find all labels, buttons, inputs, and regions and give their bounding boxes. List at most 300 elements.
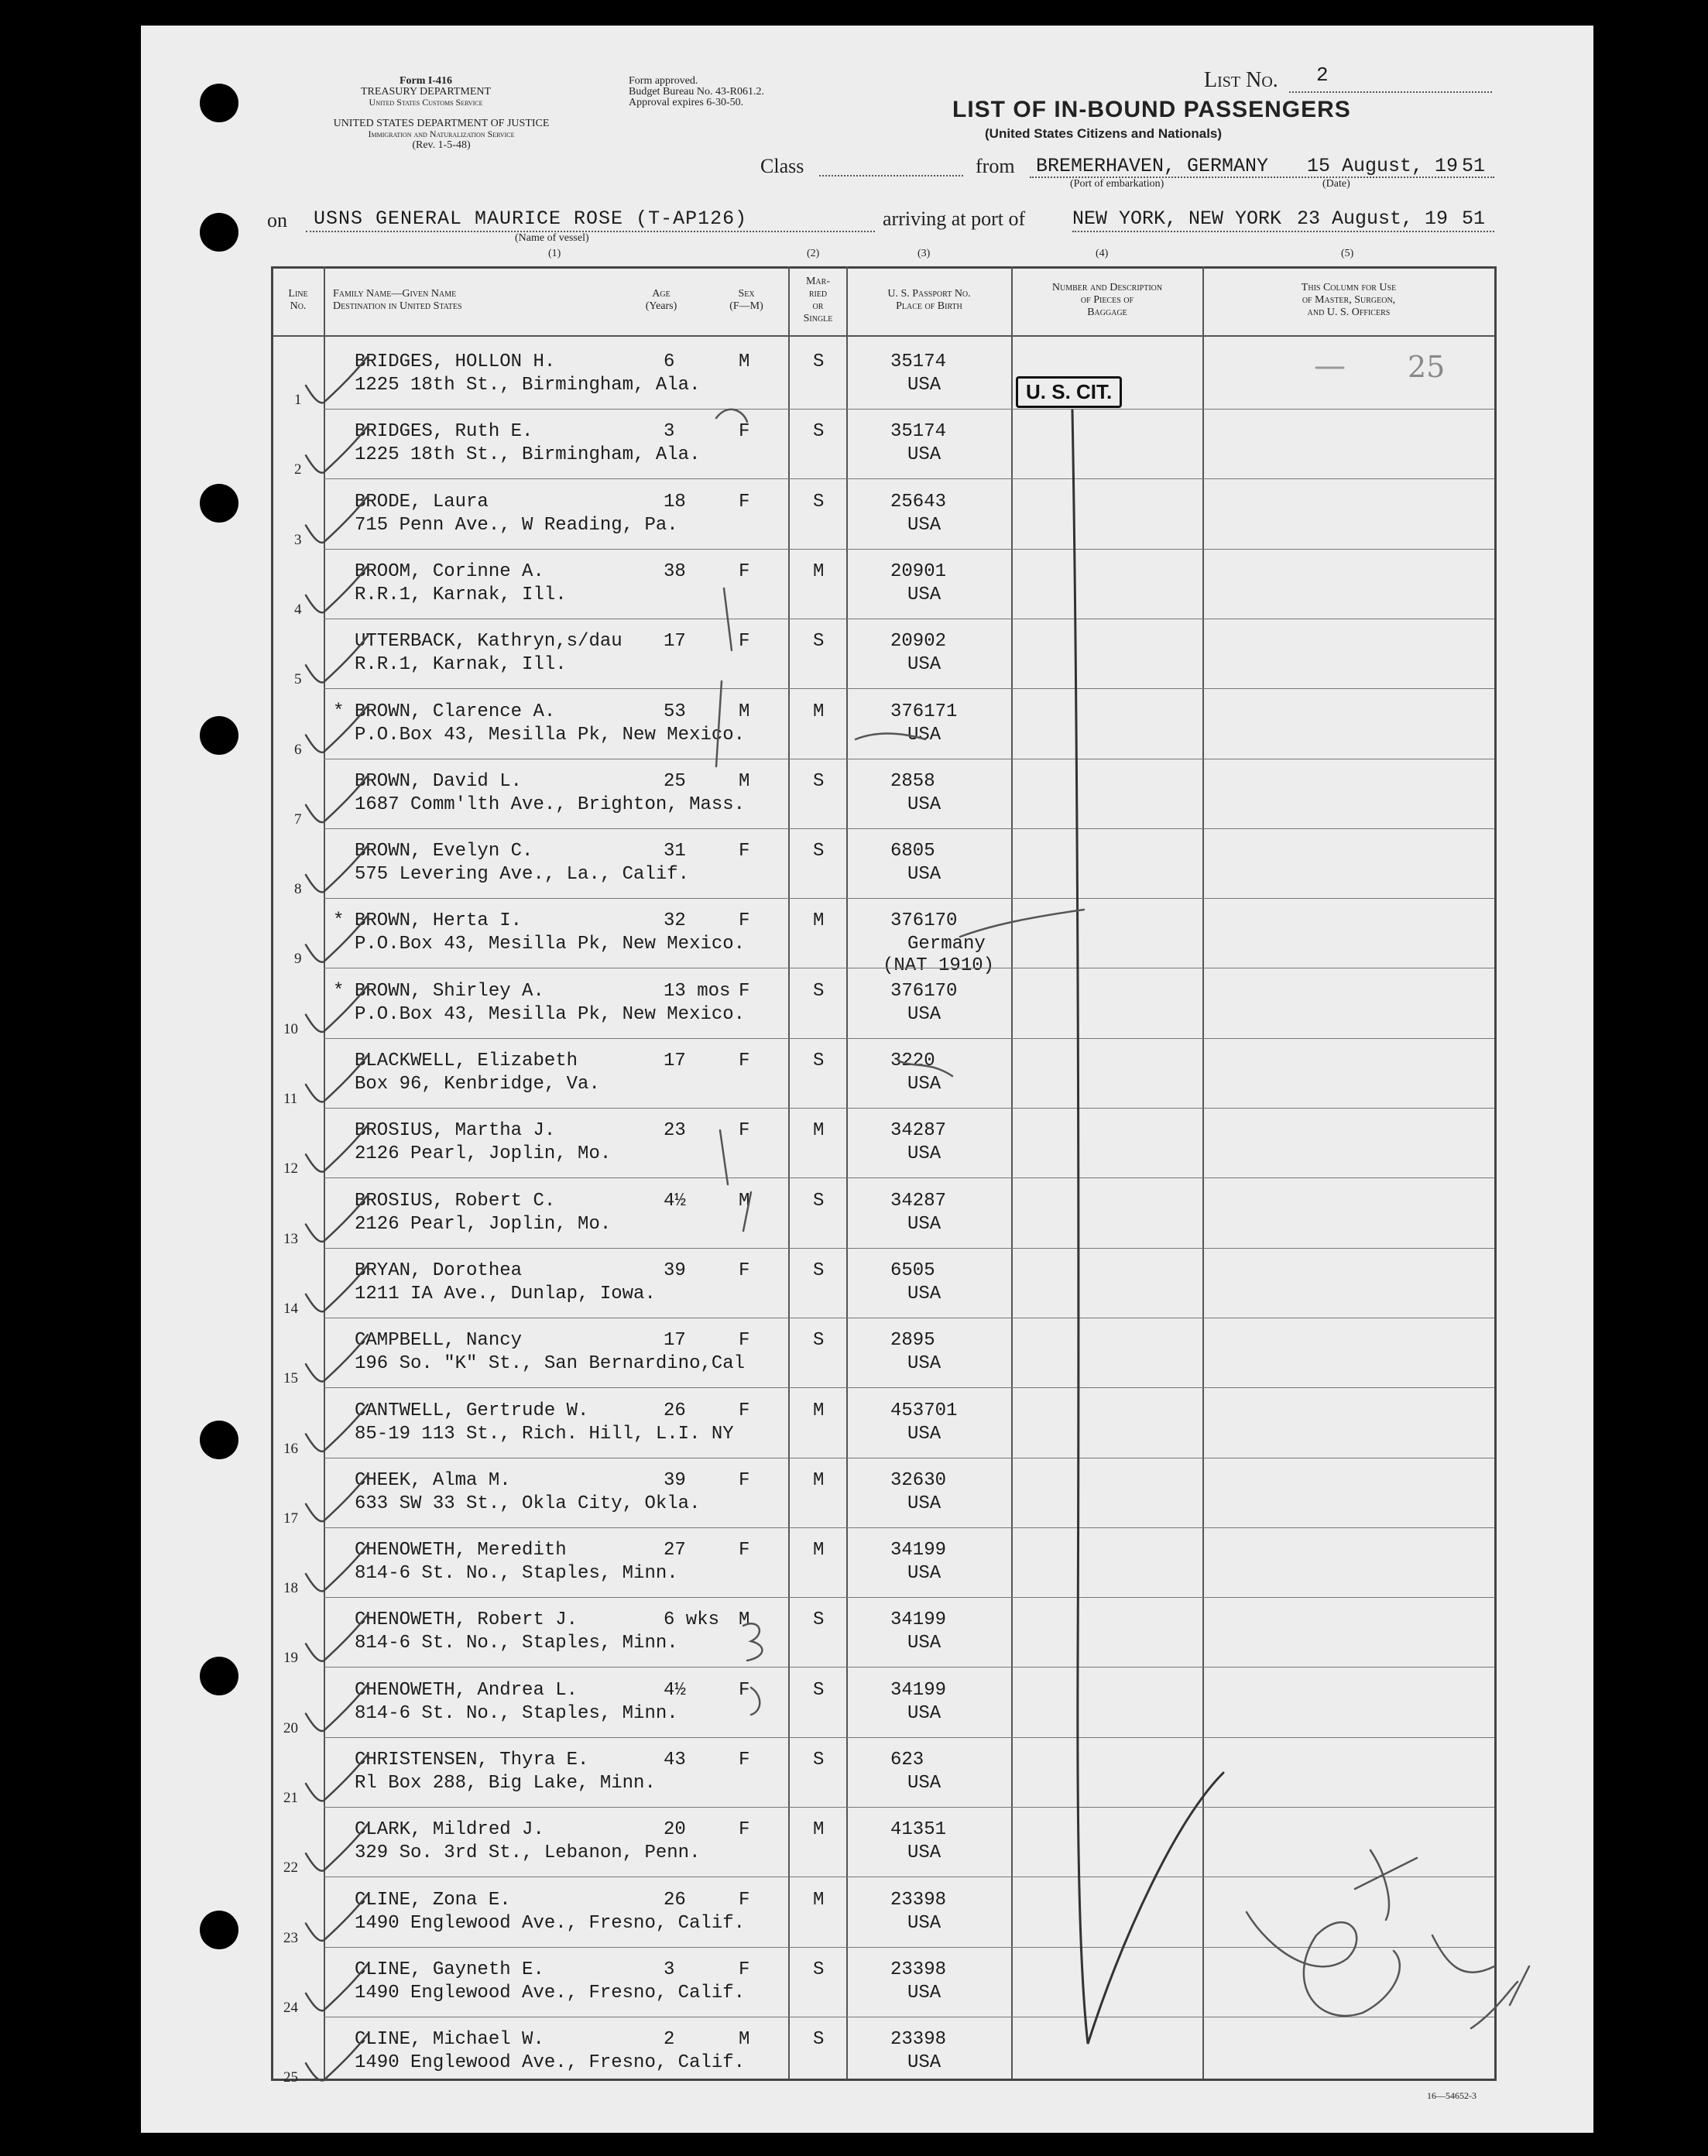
- header-married-1: Mar-: [805, 276, 830, 287]
- class-label: Class: [760, 155, 804, 177]
- form-number: Form I-416: [399, 75, 453, 87]
- passport-number: 6505: [890, 1260, 935, 1281]
- budget-bureau: Budget Bureau No. 43-R061.2.: [629, 86, 764, 98]
- header-married-2: ried: [808, 288, 828, 300]
- passenger-marital: S: [813, 1750, 825, 1770]
- table-row: [0, 1390, 1708, 1459]
- passport-number: 34199: [890, 1679, 947, 1701]
- passenger-address: 814-6 St. No., Staples, Minn.: [355, 1633, 678, 1654]
- line-number: 15: [283, 1370, 298, 1387]
- passenger-marital: M: [813, 1819, 825, 1841]
- table-row: [0, 620, 1708, 690]
- header-officers-1: This Column for Use: [1301, 282, 1397, 293]
- line-number: 7: [294, 811, 302, 828]
- passenger-age: 20: [664, 1819, 686, 1841]
- passenger-sex: F: [739, 560, 750, 582]
- line-number: 6: [294, 741, 302, 758]
- ins-service: Immigration and Naturalization Service: [368, 129, 515, 139]
- passenger-address: 1490 Englewood Ave., Fresno, Calif.: [355, 1982, 746, 2003]
- passenger-marital: S: [813, 770, 825, 792]
- passenger-marital: S: [813, 841, 825, 862]
- row-divider: [324, 1807, 1494, 1808]
- row-divider: [324, 1527, 1494, 1528]
- passenger-marital: S: [813, 1679, 825, 1701]
- passenger-sex: M: [739, 1190, 750, 1212]
- form-subtitle: (United States Citizens and Nationals): [985, 126, 1223, 141]
- birthplace: USA: [907, 1213, 941, 1235]
- list-no-line: [1289, 91, 1492, 93]
- vessel-name: USNS GENERAL MAURICE ROSE (T-AP126): [314, 207, 748, 230]
- passenger-marital: S: [813, 351, 825, 372]
- passenger-marital: M: [813, 560, 825, 582]
- passport-number: 23398: [890, 2029, 947, 2051]
- passenger-sex: M: [739, 351, 750, 372]
- line-number: 21: [283, 1790, 298, 1806]
- line-number: 10: [283, 1020, 298, 1037]
- birthplace: USA: [907, 1702, 941, 1724]
- table-row: [0, 1459, 1708, 1529]
- birthplace: USA: [907, 1912, 941, 1934]
- table-row: [0, 1040, 1708, 1109]
- passenger-name: BROWN, David L.: [355, 770, 523, 792]
- passport-number: 41351: [890, 1819, 947, 1841]
- passenger-address: 1225 18th St., Birmingham, Ala.: [355, 375, 701, 396]
- passenger-age: 18: [664, 491, 686, 512]
- passenger-marital: S: [813, 1051, 825, 1071]
- row-divider: [324, 478, 1494, 479]
- table-row: [0, 2018, 1708, 2088]
- line-number: 13: [283, 1230, 298, 1247]
- passport-number: 20901: [890, 560, 947, 582]
- passenger-address: 715 Penn Ave., W Reading, Pa.: [355, 514, 678, 536]
- line-number: 5: [294, 671, 302, 688]
- table-row: [0, 341, 1708, 410]
- row-divider: [324, 1597, 1494, 1598]
- birthplace: USA: [907, 2052, 941, 2074]
- row-divider: [324, 1108, 1494, 1109]
- port-of-embarkation: BREMERHAVEN, GERMANY: [1036, 155, 1269, 177]
- row-divider: [324, 688, 1494, 689]
- table-row: [0, 1249, 1708, 1319]
- table-row: [0, 1109, 1708, 1179]
- passenger-sex: F: [739, 910, 750, 932]
- row-divider: [324, 409, 1494, 410]
- passenger-name: BROOM, Corinne A.: [355, 560, 544, 582]
- passenger-address: 1211 IA Ave., Dunlap, Iowa.: [355, 1283, 656, 1304]
- passport-number: 35174: [890, 351, 947, 372]
- passport-number: 453701: [890, 1400, 958, 1421]
- passenger-marital: M: [813, 701, 825, 722]
- line-number: 24: [283, 1999, 298, 2016]
- passport-number: 25643: [890, 491, 947, 512]
- passenger-address: 85-19 113 St., Rich. Hill, L.I. NY: [355, 1423, 734, 1445]
- on-label: on: [267, 209, 287, 231]
- passenger-sex: F: [739, 421, 750, 443]
- table-row: [0, 410, 1708, 480]
- row-star: *: [333, 980, 345, 1002]
- table-row: [0, 1529, 1708, 1599]
- passenger-marital: S: [813, 1190, 825, 1212]
- line-number: 20: [283, 1719, 298, 1736]
- passenger-marital: M: [813, 1540, 825, 1561]
- header-sex: Sex: [738, 288, 755, 300]
- passenger-age: 26: [664, 1889, 686, 1911]
- list-no-value: 2: [1316, 63, 1329, 87]
- passenger-marital: S: [813, 1260, 825, 1281]
- line-number: 18: [283, 1580, 298, 1597]
- birthplace: USA: [907, 654, 941, 676]
- arriving-label: arriving at port of: [883, 207, 1026, 230]
- row-divider: [324, 1177, 1494, 1178]
- passenger-sex: F: [739, 1679, 750, 1701]
- row-divider: [324, 1387, 1494, 1388]
- passport-number: 376171: [890, 701, 958, 722]
- line-number: 23: [283, 1929, 298, 1946]
- header-age: Age: [652, 288, 671, 300]
- line-number: 3: [294, 531, 302, 548]
- passenger-age: 4½: [664, 1190, 686, 1212]
- arrival-port: NEW YORK, NEW YORK: [1072, 207, 1282, 230]
- passenger-sex: F: [739, 1469, 750, 1491]
- passenger-sex: M: [739, 1609, 750, 1631]
- passenger-address: 1687 Comm'lth Ave., Brighton, Mass.: [355, 794, 746, 815]
- passenger-address: 814-6 St. No., Staples, Minn.: [355, 1563, 678, 1585]
- punch-hole: [200, 213, 238, 252]
- passport-number: 623: [890, 1750, 924, 1770]
- passenger-name: UTTERBACK, Kathryn,s/dau: [355, 631, 622, 653]
- row-star: *: [333, 701, 345, 722]
- table-row: [0, 1669, 1708, 1739]
- passenger-sex: F: [739, 1819, 750, 1841]
- birthplace: USA: [907, 1353, 941, 1375]
- passenger-address: Rl Box 288, Big Lake, Minn.: [355, 1773, 656, 1794]
- us-citizen-stamp: U. S. CIT.: [1016, 376, 1122, 408]
- passenger-age: 39: [664, 1469, 686, 1491]
- passenger-marital: M: [813, 1400, 825, 1421]
- passenger-sex: F: [739, 1889, 750, 1911]
- line-number: 1: [294, 392, 302, 408]
- passport-number: 34287: [890, 1120, 947, 1142]
- line-number: 17: [283, 1510, 298, 1527]
- header-baggage-1: Number and Description: [1051, 282, 1163, 293]
- passport-number: 34199: [890, 1609, 947, 1631]
- punch-hole: [200, 84, 238, 122]
- line-number: 2: [294, 461, 302, 478]
- passenger-address: 2126 Pearl, Joplin, Mo.: [355, 1143, 612, 1165]
- naturalization-note: (NAT 1910): [883, 955, 995, 977]
- header-married-3: or: [812, 300, 824, 312]
- passenger-marital: S: [813, 421, 825, 443]
- table-row: [0, 970, 1708, 1040]
- line-number: 12: [283, 1160, 298, 1177]
- header-baggage-3: Baggage: [1087, 307, 1127, 318]
- passenger-address: P.O.Box 43, Mesilla Pk, New Mexico.: [355, 934, 746, 955]
- passenger-name: CHENOWETH, Meredith: [355, 1540, 567, 1561]
- table-row: [0, 1319, 1708, 1389]
- header-destination: Destination in United States: [333, 300, 462, 312]
- form-approved: Form approved.: [629, 75, 698, 87]
- passport-number: 20902: [890, 631, 947, 653]
- passenger-name: BRYAN, Dorothea: [355, 1260, 523, 1281]
- passport-number: 34287: [890, 1190, 947, 1212]
- passenger-marital: M: [813, 1120, 825, 1142]
- passenger-name: CLINE, Zona E.: [355, 1889, 511, 1911]
- passenger-name: CLINE, Michael W.: [355, 2029, 544, 2051]
- birthplace: USA: [907, 1563, 941, 1585]
- line-number: 14: [283, 1300, 298, 1317]
- birthplace: USA: [907, 1842, 941, 1864]
- passenger-age: 43: [664, 1750, 686, 1770]
- passenger-age: 13 mos: [664, 980, 731, 1002]
- passenger-marital: S: [813, 631, 825, 653]
- officer-count-note: 25: [1408, 350, 1446, 384]
- passenger-address: P.O.Box 43, Mesilla Pk, New Mexico.: [355, 724, 746, 746]
- passenger-age: 38: [664, 560, 686, 582]
- row-divider: [324, 1667, 1494, 1668]
- row-divider: [324, 828, 1494, 829]
- passenger-sex: F: [739, 1051, 750, 1071]
- passenger-name: CANTWELL, Gertrude W.: [355, 1400, 589, 1421]
- arrival-date: 23 August, 19: [1297, 207, 1449, 230]
- passenger-marital: S: [813, 980, 825, 1002]
- passport-number: 23398: [890, 1959, 947, 1980]
- passenger-name: CHENOWETH, Robert J.: [355, 1609, 578, 1631]
- passport-number: 32630: [890, 1469, 947, 1491]
- passport-number: 376170: [890, 980, 958, 1002]
- revision: (Rev. 1-5-48): [412, 139, 471, 151]
- table-row: [0, 1180, 1708, 1249]
- line-number: 4: [294, 601, 302, 618]
- header-passport: U. S. Passport No.: [887, 288, 971, 300]
- row-divider: [324, 1737, 1494, 1738]
- passenger-age: 3: [664, 421, 675, 443]
- passport-number: 35174: [890, 421, 947, 443]
- passenger-age: 26: [664, 1400, 686, 1421]
- birthplace: USA: [907, 1423, 941, 1445]
- passenger-name: CAMPBELL, Nancy: [355, 1330, 523, 1352]
- passenger-age: 17: [664, 1051, 686, 1071]
- table-row: [0, 760, 1708, 830]
- passenger-address: R.R.1, Karnak, Ill.: [355, 584, 567, 605]
- passenger-address: 814-6 St. No., Staples, Minn.: [355, 1702, 678, 1724]
- birthplace: USA: [907, 375, 941, 396]
- header-baggage-2: of Pieces of: [1080, 294, 1134, 306]
- passenger-marital: S: [813, 1609, 825, 1631]
- passenger-name: BROSIUS, Martha J.: [355, 1120, 556, 1142]
- row-divider: [324, 898, 1494, 899]
- passenger-age: 31: [664, 841, 686, 862]
- passenger-address: 633 SW 33 St., Okla City, Okla.: [355, 1493, 701, 1514]
- form-footer: 16—54652-3: [1427, 2090, 1476, 2101]
- passenger-age: 53: [664, 701, 686, 722]
- passenger-name: BROWN, Herta I.: [355, 910, 523, 932]
- table-row: [0, 481, 1708, 550]
- list-no-label: List No.: [1204, 68, 1278, 92]
- passenger-sex: F: [739, 631, 750, 653]
- passenger-name: CHENOWETH, Andrea L.: [355, 1679, 578, 1701]
- passenger-address: Box 96, Kenbridge, Va.: [355, 1074, 600, 1095]
- passenger-sex: M: [739, 770, 750, 792]
- passenger-marital: M: [813, 1889, 825, 1911]
- birthplace: USA: [907, 1773, 941, 1794]
- passport-number: 2858: [890, 770, 935, 792]
- header-sex-fm: (F—M): [729, 300, 763, 312]
- table-row: [0, 1949, 1708, 2018]
- birthplace: USA: [907, 514, 941, 536]
- port-caption: (Port of embarkation): [1070, 178, 1164, 190]
- from-label: from: [976, 155, 1015, 177]
- birthplace: USA: [907, 1283, 941, 1304]
- passenger-age: 2: [664, 2029, 675, 2051]
- passenger-sex: M: [739, 701, 750, 722]
- passenger-address: P.O.Box 43, Mesilla Pk, New Mexico.: [355, 1003, 746, 1025]
- col-num-2: (2): [807, 248, 820, 259]
- passenger-name: BROWN, Shirley A.: [355, 980, 544, 1002]
- header-married-4: Single: [803, 313, 833, 324]
- col-num-1: (1): [548, 248, 561, 259]
- birthplace: USA: [907, 584, 941, 605]
- passenger-marital: S: [813, 1330, 825, 1352]
- table-row: [0, 1879, 1708, 1949]
- birthplace: USA: [907, 794, 941, 815]
- header-name: Family Name—Given Name: [333, 288, 457, 300]
- header-officers-3: and U. S. Officers: [1307, 307, 1391, 318]
- passenger-sex: M: [739, 2029, 750, 2051]
- line-number: 25: [283, 2069, 298, 2086]
- form-title: LIST OF IN-BOUND PASSENGERS: [952, 97, 1351, 122]
- passenger-address: 1490 Englewood Ave., Fresno, Calif.: [355, 1912, 746, 1934]
- passenger-name: CHEEK, Alma M.: [355, 1469, 511, 1491]
- passenger-sex: F: [739, 1400, 750, 1421]
- passenger-sex: F: [739, 1959, 750, 1980]
- date-caption: (Date): [1322, 178, 1350, 190]
- line-number: 16: [283, 1440, 298, 1457]
- col-num-4: (4): [1096, 248, 1109, 259]
- row-divider: [324, 549, 1494, 550]
- passenger-marital: S: [813, 2029, 825, 2051]
- passenger-sex: F: [739, 491, 750, 512]
- row-divider: [324, 1038, 1494, 1039]
- passenger-name: CLINE, Gayneth E.: [355, 1959, 544, 1980]
- header-line-no-1: Line: [288, 288, 308, 300]
- line-number: 8: [294, 881, 302, 898]
- arrival-year: 51: [1462, 207, 1486, 230]
- passenger-sex: F: [739, 1330, 750, 1352]
- passenger-sex: F: [739, 1540, 750, 1561]
- table-row: [0, 830, 1708, 900]
- table-row: [0, 1739, 1708, 1808]
- passenger-age: 6: [664, 351, 675, 372]
- passenger-name: BROWN, Clarence A.: [355, 701, 556, 722]
- passenger-address: 575 Levering Ave., La., Calif.: [355, 864, 690, 886]
- birthplace: USA: [907, 1143, 941, 1165]
- passenger-name: BLACKWELL, Elizabeth: [355, 1051, 578, 1071]
- birthplace: USA: [907, 864, 941, 886]
- passenger-name: BROSIUS, Robert C.: [355, 1190, 556, 1212]
- row-star: *: [333, 910, 345, 932]
- birthplace: USA: [907, 1982, 941, 2003]
- passenger-sex: F: [739, 980, 750, 1002]
- birthplace: USA: [907, 724, 941, 746]
- passenger-sex: F: [739, 1120, 750, 1142]
- line-number: 22: [283, 1860, 298, 1877]
- passenger-address: 2126 Pearl, Joplin, Mo.: [355, 1213, 612, 1235]
- vessel-caption: (Name of vessel): [515, 232, 589, 244]
- line-number: 19: [283, 1650, 298, 1667]
- passenger-age: 17: [664, 631, 686, 653]
- table-row: [0, 1599, 1708, 1668]
- birthplace: Germany: [907, 934, 986, 955]
- vessel-line: [306, 231, 875, 232]
- passenger-name: BRIDGES, HOLLON H.: [355, 351, 556, 372]
- passenger-name: BRIDGES, Ruth E.: [355, 421, 533, 443]
- passenger-sex: F: [739, 1260, 750, 1281]
- approval-expires: Approval expires 6-30-50.: [629, 97, 744, 108]
- passenger-marital: M: [813, 910, 825, 932]
- row-divider: [324, 1248, 1494, 1249]
- passport-number: 376170: [890, 910, 958, 932]
- header-age-years: (Years): [645, 300, 677, 312]
- passenger-sex: F: [739, 1750, 750, 1770]
- passport-number: 34199: [890, 1540, 947, 1561]
- treasury-dept: TREASURY DEPARTMENT: [360, 86, 492, 98]
- passport-number: 6805: [890, 841, 935, 862]
- arrival-line: [1072, 231, 1494, 232]
- class-line: [819, 175, 963, 177]
- passenger-name: CLARK, Mildred J.: [355, 1819, 544, 1841]
- passenger-address: 329 So. 3rd St., Lebanon, Penn.: [355, 1842, 701, 1864]
- passport-number: 3220: [890, 1051, 935, 1071]
- passenger-name: BROWN, Evelyn C.: [355, 841, 533, 862]
- passenger-marital: S: [813, 1959, 825, 1980]
- passenger-address: 1490 Englewood Ave., Fresno, Calif.: [355, 2052, 746, 2074]
- birthplace: USA: [907, 1003, 941, 1025]
- passenger-address: 196 So. "K" St., San Bernardino,Cal: [355, 1353, 746, 1375]
- row-divider: [324, 1947, 1494, 1948]
- embark-year: 51: [1462, 155, 1486, 177]
- table-row: [0, 550, 1708, 620]
- passenger-name: BRODE, Laura: [355, 491, 489, 512]
- header-birthplace: Place of Birth: [896, 300, 962, 312]
- birthplace: USA: [907, 1633, 941, 1654]
- justice-dept: UNITED STATES DEPARTMENT OF JUSTICE: [333, 118, 550, 129]
- birthplace: USA: [907, 1074, 941, 1095]
- passenger-address: 1225 18th St., Birmingham, Ala.: [355, 444, 701, 466]
- passenger-age: 23: [664, 1120, 686, 1142]
- customs-service: United States Customs Service: [369, 97, 483, 108]
- passenger-age: 32: [664, 910, 686, 932]
- passenger-age: 25: [664, 770, 686, 792]
- passenger-age: 39: [664, 1260, 686, 1281]
- table-row: [0, 691, 1708, 760]
- passenger-age: 6 wks: [664, 1609, 720, 1631]
- passenger-age: 27: [664, 1540, 686, 1561]
- passenger-marital: S: [813, 491, 825, 512]
- table-row: [0, 1808, 1708, 1878]
- col-num-3: (3): [917, 248, 931, 259]
- passport-number: 23398: [890, 1889, 947, 1911]
- line-number: 9: [294, 951, 302, 968]
- line-number: 11: [283, 1091, 298, 1107]
- date-of-embarkation: 15 August, 19: [1307, 155, 1459, 177]
- passenger-age: 3: [664, 1959, 675, 1980]
- passenger-marital: M: [813, 1469, 825, 1491]
- passenger-age: 4½: [664, 1679, 686, 1701]
- passenger-name: CHRISTENSEN, Thyra E.: [355, 1750, 589, 1770]
- passport-number: 2895: [890, 1330, 935, 1352]
- header-officers-2: of Master, Surgeon,: [1302, 294, 1396, 306]
- col-num-5: (5): [1341, 248, 1354, 259]
